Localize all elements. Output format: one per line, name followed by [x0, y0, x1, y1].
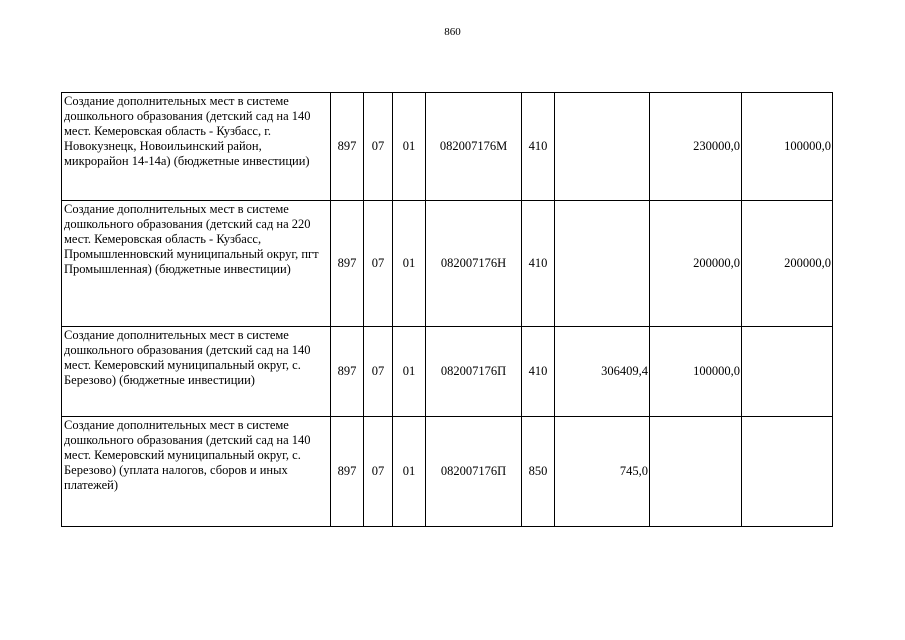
amount-year-3	[742, 417, 833, 527]
target-article-code: 082007176Н	[426, 201, 522, 327]
amount-year-2: 200000,0	[650, 201, 742, 327]
section-code: 07	[364, 93, 393, 201]
expense-type-code: 850	[522, 417, 555, 527]
target-article-code: 082007176М	[426, 93, 522, 201]
expense-name: Создание дополнительных мест в системе дошкольного образования (детский сад на 140 мест. Кемеровская область - Кузбасс, г. Новокузнецк, Новоильинский район, микрорайон 14-14а) (бюджетные инвестиции)	[62, 93, 331, 201]
expense-type-code: 410	[522, 93, 555, 201]
section-code: 07	[364, 417, 393, 527]
ministry-code: 897	[331, 93, 364, 201]
table-row	[62, 93, 833, 201]
amount-year-3	[742, 327, 833, 417]
amount-year-3: 100000,0	[742, 93, 833, 201]
expense-name: Создание дополнительных мест в системе дошкольного образования (детский сад на 140 мест. Кемеровский муниципальный округ, с. Березово) (бюджетные инвестиции)	[62, 327, 331, 417]
ministry-code: 897	[331, 201, 364, 327]
amount-year-1: 306409,4	[555, 327, 650, 417]
subsection-code: 01	[393, 417, 426, 527]
page-number: 860	[444, 26, 461, 38]
budget-table	[61, 92, 833, 527]
table-row	[62, 327, 833, 417]
target-article-code: 082007176П	[426, 327, 522, 417]
amount-year-1	[555, 201, 650, 327]
expense-name: Создание дополнительных мест в системе дошкольного образования (детский сад на 220 мест. Кемеровская область - Кузбасс, Промышленновский муниципальный округ, пгт Промышленная) (бюджетные инвестиции)	[62, 201, 331, 327]
ministry-code: 897	[331, 417, 364, 527]
amount-year-3: 200000,0	[742, 201, 833, 327]
ministry-code: 897	[331, 327, 364, 417]
amount-year-2: 230000,0	[650, 93, 742, 201]
amount-year-2: 100000,0	[650, 327, 742, 417]
amount-year-1	[555, 93, 650, 201]
amount-year-2	[650, 417, 742, 527]
target-article-code: 082007176П	[426, 417, 522, 527]
amount-year-1: 745,0	[555, 417, 650, 527]
section-code: 07	[364, 327, 393, 417]
subsection-code: 01	[393, 327, 426, 417]
expense-name: Создание дополнительных мест в системе дошкольного образования (детский сад на 140 мест. Кемеровский муниципальный округ, с. Березово) (уплата налогов, сборов и иных платежей)	[62, 417, 331, 527]
table-row	[62, 201, 833, 327]
table-row	[62, 417, 833, 527]
subsection-code: 01	[393, 201, 426, 327]
expense-type-code: 410	[522, 201, 555, 327]
subsection-code: 01	[393, 93, 426, 201]
expense-type-code: 410	[522, 327, 555, 417]
section-code: 07	[364, 201, 393, 327]
